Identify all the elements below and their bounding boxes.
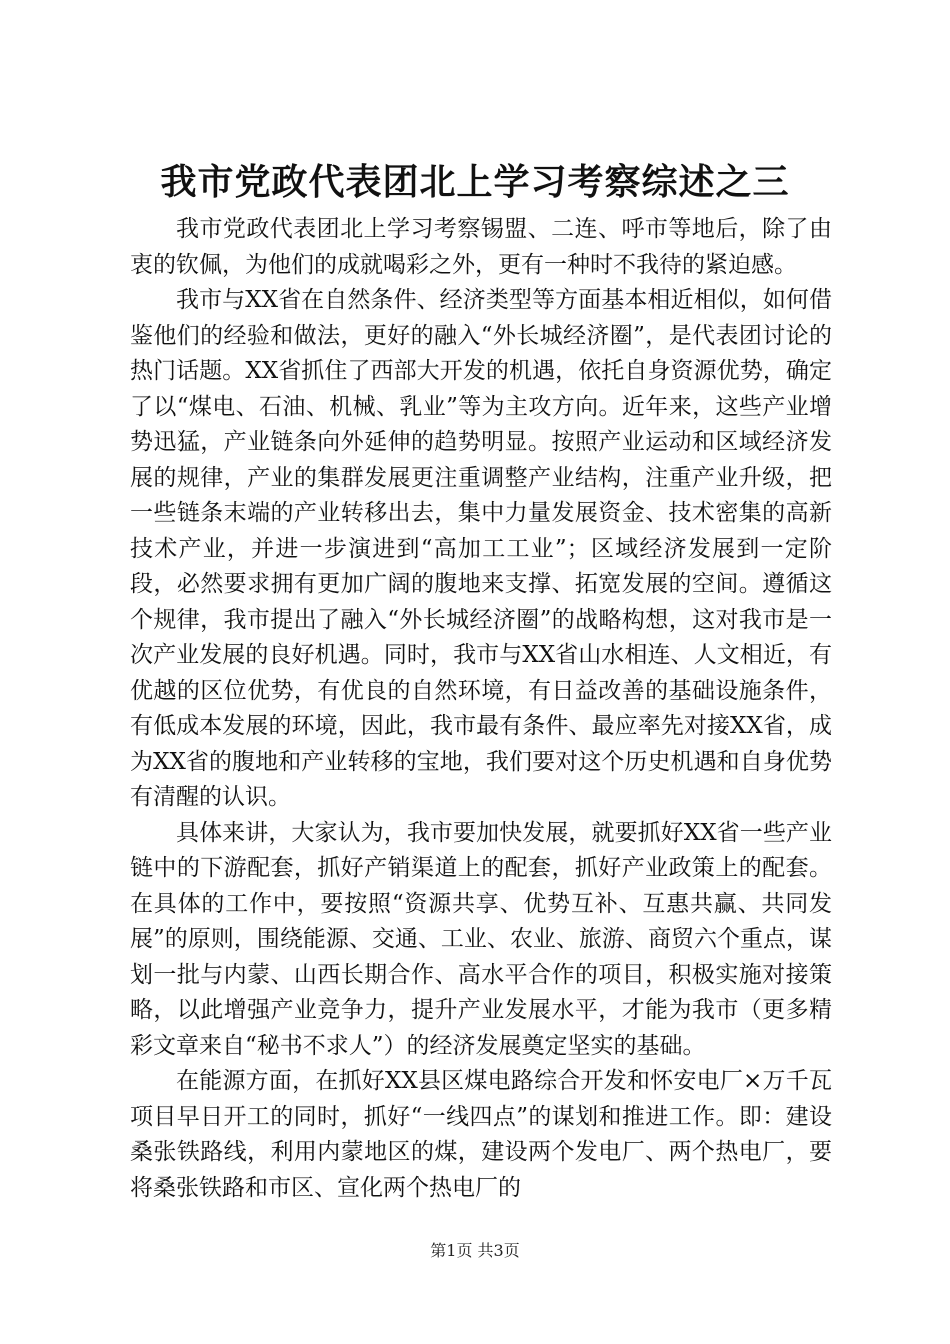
paragraph-strategy: 具体来讲，大家认为，我市要加快发展，就要抓好XX省一些产业链中的下游配套，抓好产销渠道上的配套，抓好产业政策上的配套。在具体的工作中，要按照“资源共享、优势互补、互惠共赢、共同发展”的原则，围绕能源、交通、工业、农业、旅游、商贸六个重点，谋划一批与内蒙、山西长期合作、高水平合作的项目，积极实施对接策略，以此增强产业竞争力，提升产业发展水平，才能为我市（更多精彩文章来自“秘书不求人”）的经济发展奠定坚实的基础。 [130,819,832,1059]
document-title: 我市党政代表团北上学习考察综述之三 [160,161,790,203]
page-footer: 第1页 共3页 [430,1241,520,1260]
document-body [130,212,832,1206]
paragraph-background: 我市与XX省在自然条件、经济类型等方面基本相近相似，如何借鉴他们的经验和做法，更好的融入“外长城经济圈”，是代表团讨论的热门话题。XX省抓住了西部大开发的机遇，依托自身资源优势，确定了以“煤电、石油、机械、乳业”等为主攻方向。近年来，这些产业增势迅猛，产业链条向外延伸的趋势明显。按照产业运动和区域经济发展的规律，产业的集群发展更注重调整产业结构，注重产业升级，把一些链条末端的产业转移出去，集中力量发展资金、技术密集的高新技术产业，并进一步演进到“高加工工业”；区域经济发展到一定阶段，必然要求拥有更加广阔的腹地来支撑、拓宽发展的空间。遵循这个规律，我市提出了融入“外长城经济圈”的战略构想，这对我市是一次产业发展的良好机遇。同时，我市与XX省山水相连、人文相近，有优越的区位优势，有优良的自然环境，有日益改善的基础设施条件，有低成本发展的环境，因此，我市最有条件、最应率先对接XX省，成为XX省的腹地和产业转移的宝地，我们要对这个历史机遇和自身优势有清醒的认识。 [130,287,832,810]
paragraph-energy: 在能源方面，在抓好XX县区煤电路综合开发和怀安电厂×万千瓦项目早日开工的同时，抓好“一线四点”的谋划和推进工作。即：建设桑张铁路线，利用内蒙地区的煤，建设两个发电厂、两个热电厂，要将桑张铁路和市区、宣化两个热电厂的 [130,1068,832,1201]
paragraph-intro: 我市党政代表团北上学习考察锡盟、二连、呼市等地后，除了由衷的钦佩，为他们的成就喝彩之外，更有一种时不我待的紧迫感。 [130,216,832,278]
